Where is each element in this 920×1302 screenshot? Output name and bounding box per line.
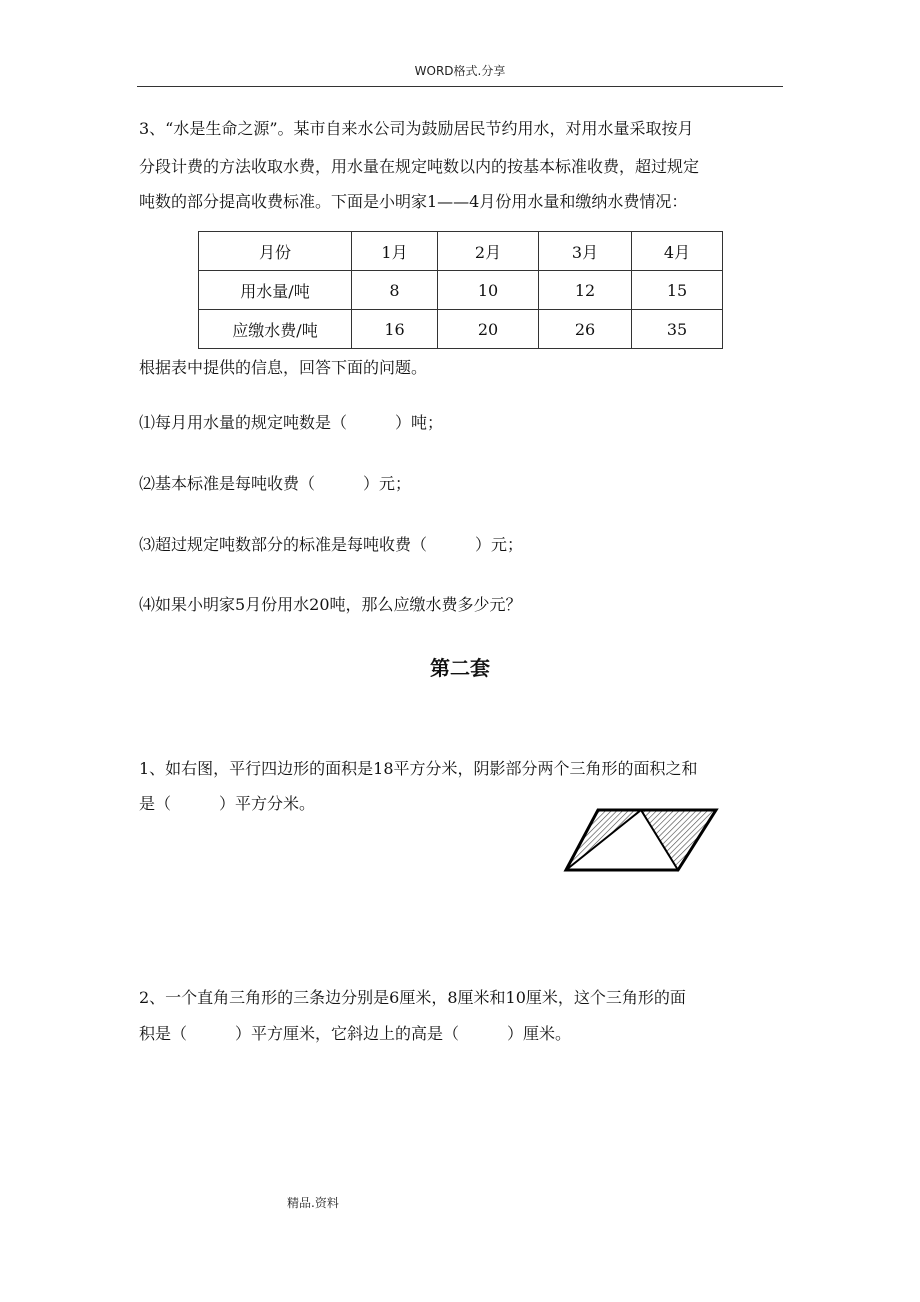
problem3-line2: 分段计费的方法收取水费，用水量在规定吨数以内的按基本标准收费，超过规定 (139, 157, 700, 176)
table-cell: 12 (539, 271, 632, 310)
set2-problem2-line2: 积是（ ）平方厘米，它斜边上的高是（ ）厘米。 (139, 1024, 572, 1043)
table-header-cell: 2月 (438, 232, 539, 271)
table-cell: 用水量/吨 (199, 271, 352, 310)
table-header-cell: 4月 (632, 232, 723, 271)
question-4: ⑷如果小明家5月份用水20吨，那么应缴水费多少元？ (139, 595, 522, 614)
table-header-cell: 月份 (199, 232, 352, 271)
question-3: ⑶超过规定吨数部分的标准是每吨收费（ ）元； (139, 535, 524, 554)
header-divider (137, 86, 783, 87)
set2-problem2-line1: 2、一个直角三角形的三条边分别是6厘米，8厘米和10厘米，这个三角形的面 (139, 988, 686, 1007)
section-title: 第二套 (430, 656, 490, 680)
table-cell: 20 (438, 310, 539, 349)
problem3-intro: 根据表中提供的信息，回答下面的问题。 (139, 358, 428, 377)
problem3-line3: 吨数的部分提高收费标准。下面是小明家1——4月份用水量和缴纳水费情况： (139, 192, 688, 211)
table-row (199, 271, 723, 310)
problem3-line1: 3、“水是生命之源”。某市自来水公司为鼓励居民节约用水，对用水量采取按月 (139, 119, 694, 138)
table-cell: 15 (632, 271, 723, 310)
set2-problem1-line2: 是（ ）平方分米。 (139, 794, 316, 813)
question-1: ⑴每月用水量的规定吨数是（ ）吨； (139, 413, 444, 432)
table-header-cell: 3月 (539, 232, 632, 271)
table-cell: 26 (539, 310, 632, 349)
parallelogram-figure (560, 805, 722, 877)
table-cell: 16 (352, 310, 438, 349)
page-header: WORD格式.分享 (414, 64, 506, 78)
question-2: ⑵基本标准是每吨收费（ ）元； (139, 474, 412, 493)
table-cell: 应缴水费/吨 (199, 310, 352, 349)
page-footer: 精品.资料 (287, 1196, 339, 1210)
table-cell: 35 (632, 310, 723, 349)
table-header-cell: 1月 (352, 232, 438, 271)
shaded-triangle-left (566, 810, 641, 870)
table-cell: 8 (352, 271, 438, 310)
shaded-triangle-right (641, 810, 716, 870)
table-row (199, 232, 723, 271)
set2-problem1-line1: 1、如右图，平行四边形的面积是18平方分米，阴影部分两个三角形的面积之和 (139, 759, 698, 778)
table-row (199, 310, 723, 349)
table-cell: 10 (438, 271, 539, 310)
water-fee-table (198, 231, 723, 349)
